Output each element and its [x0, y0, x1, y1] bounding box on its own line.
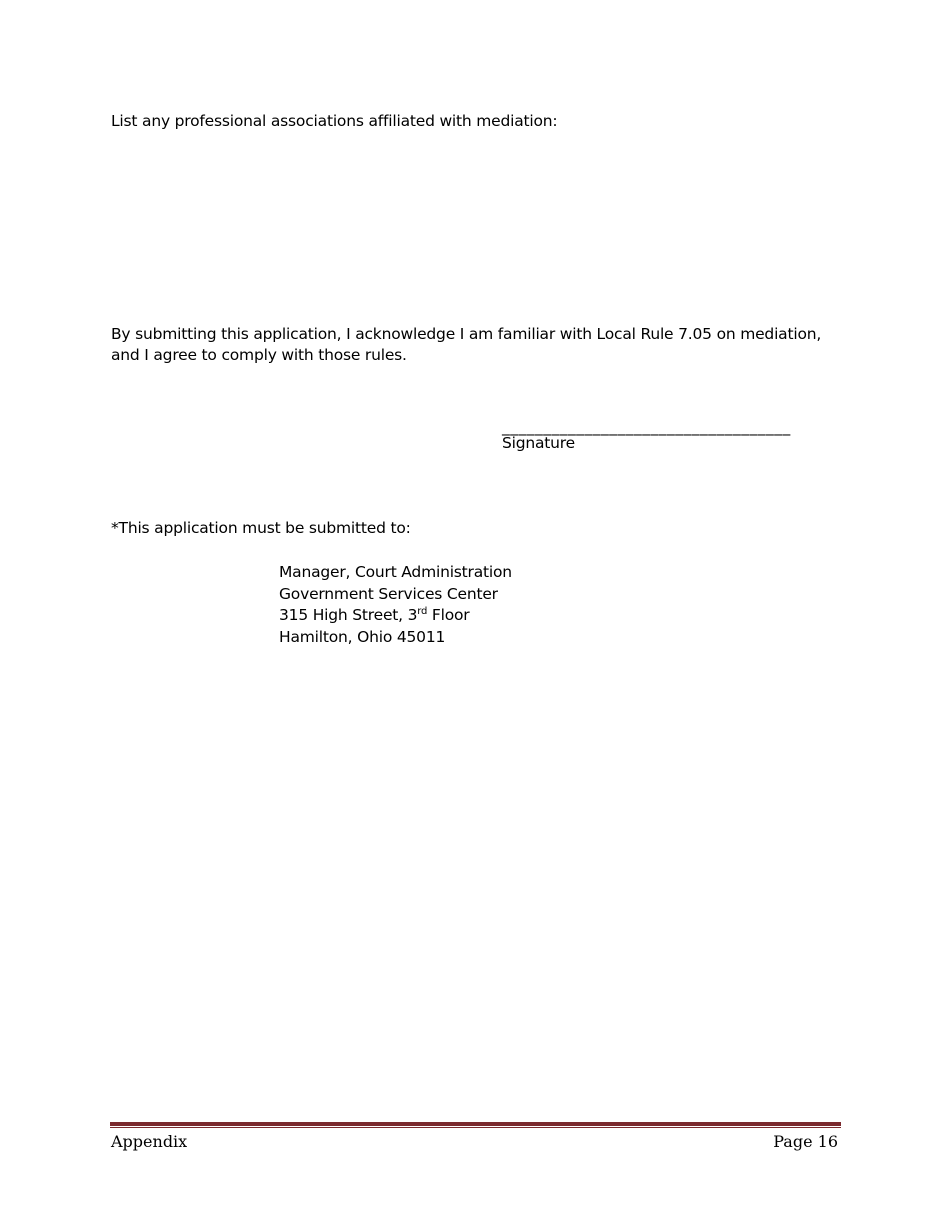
associations-prompt: List any professional associations affiliated with mediation: [111, 112, 558, 130]
footer-page-number: Page 16 [773, 1132, 838, 1151]
address-street: 315 High Street, 3 [279, 606, 418, 624]
acknowledgement-paragraph [111, 324, 851, 366]
address-line-4: Hamilton, Ohio 45011 [279, 627, 446, 646]
address-floor: Floor [427, 606, 470, 624]
mailing-address [279, 562, 512, 648]
address-line-1: Manager, Court Administration [279, 563, 512, 581]
floor-ordinal-suffix: rd [417, 606, 428, 617]
signature-line: ___________________________________ [502, 418, 791, 436]
acknowledgement-line-2: and I agree to comply with those rules. [111, 346, 407, 364]
signature-label: Signature [502, 434, 575, 452]
footer-rule-thick [110, 1122, 841, 1126]
footer-rule-thin [110, 1127, 841, 1128]
address-line-3 [279, 605, 512, 627]
submission-note: *This application must be submitted to: [111, 519, 411, 537]
acknowledgement-line-1: By submitting this application, I acknowledge I am familiar with Local Rule 7.05 on mediation, [111, 325, 822, 343]
address-line-2: Government Services Center [279, 584, 498, 603]
footer-section-label: Appendix [111, 1132, 188, 1151]
